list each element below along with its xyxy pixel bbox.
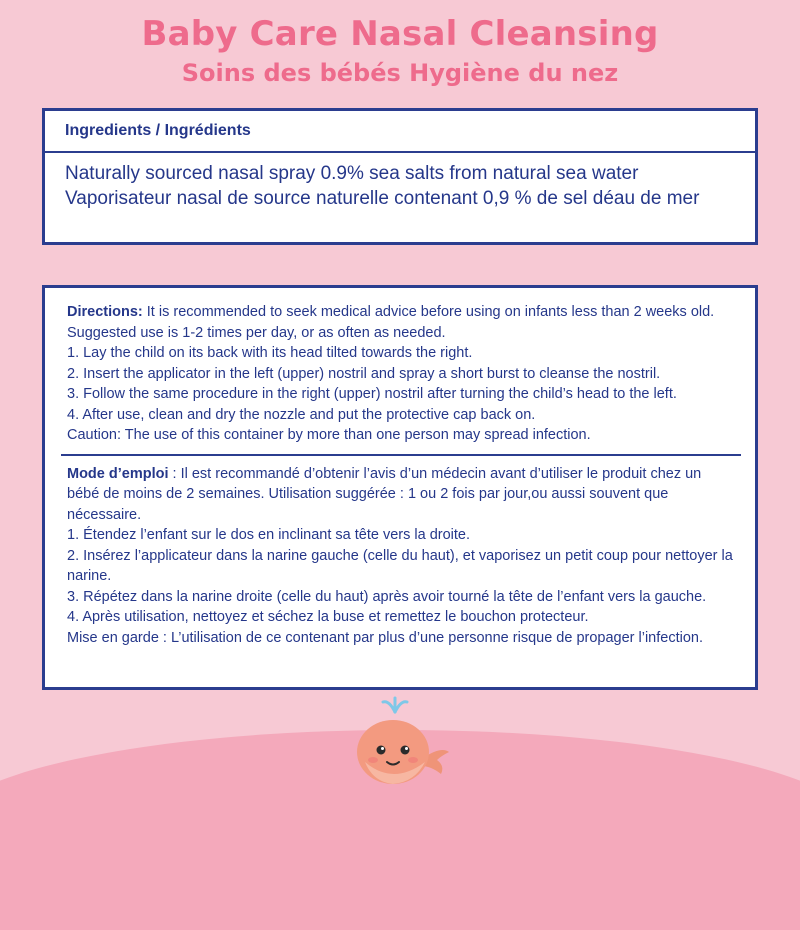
directions-line: 4. After use, clean and dry the nozzle and put the protective cap back on.: [67, 406, 536, 423]
directions-label: Directions:: [67, 304, 143, 320]
page-title: Baby Care Nasal Cleansing: [141, 14, 659, 54]
ingredients-panel: [42, 108, 758, 245]
directions-line: 1. Lay the child on its back with its head tilted towards the right.: [67, 345, 473, 361]
section-divider: [61, 454, 741, 456]
directions-line: 2. Insert the applicator in the left (upper) nostril and spray a short burst to cleanse the nostril.: [67, 365, 661, 382]
mode-emploi-label: Mode d’emploi: [67, 465, 169, 482]
ingredients-heading: Ingredients / Ingrédients: [45, 111, 755, 153]
mode-emploi-line: 2. Insérez l’applicateur dans la narine gauche (celle du haut), et vaporisez un petit coup pour nettoyer la narine.: [67, 547, 733, 584]
directions-line: Suggested use is 1-2 times per day, or as often as needed.: [67, 324, 446, 341]
ingredients-body: [45, 153, 755, 211]
mode-emploi-caution: Mise en garde : L’utilisation de ce contenant par plus d’une personne risque de propager l’infection.: [67, 629, 703, 646]
directions-caution: Caution: The use of this container by more than one person may spread infection.: [67, 427, 591, 443]
directions-line: 3. Follow the same procedure in the right (upper) nostril after turning the child’s head to the left.: [67, 386, 677, 402]
directions-english: [67, 302, 735, 446]
mode-emploi-line: 4. Après utilisation, nettoyez et séchez la buse et remettez le bouchon protecteur.: [67, 609, 589, 625]
whale-icon: [345, 690, 455, 790]
ingredients-line-fr: Vaporisateur nasal de source naturelle contenant 0,9 % de sel déau de mer: [65, 188, 700, 209]
mode-emploi-intro: Mode d’emploi : Il est recommandé d’obtenir l’avis d’un médecin avant d’utiliser le produit chez un bébé de moins de 2 semaines. Utilisation suggérée : 1 ou 2 fois par jour,ou aussi souvent que nécessaire.: [67, 465, 702, 523]
directions-panel: [42, 285, 758, 690]
page-subtitle: Soins des bébés Hygiène du nez: [181, 59, 619, 87]
ingredients-line-en: Naturally sourced nasal spray 0.9% sea salts from natural sea water: [65, 163, 639, 184]
directions-french: [67, 464, 735, 649]
mode-emploi-line: 1. Étendez l’enfant sur le dos en inclinant sa tête vers la droite.: [67, 527, 471, 543]
directions-intro: Directions: It is recommended to seek medical advice before using on infants less than 2 weeks old.: [67, 304, 715, 320]
mode-emploi-line: 3. Répétez dans la narine droite (celle du haut) après avoir tourné la tête de l’enfant vers la gauche.: [67, 588, 707, 605]
